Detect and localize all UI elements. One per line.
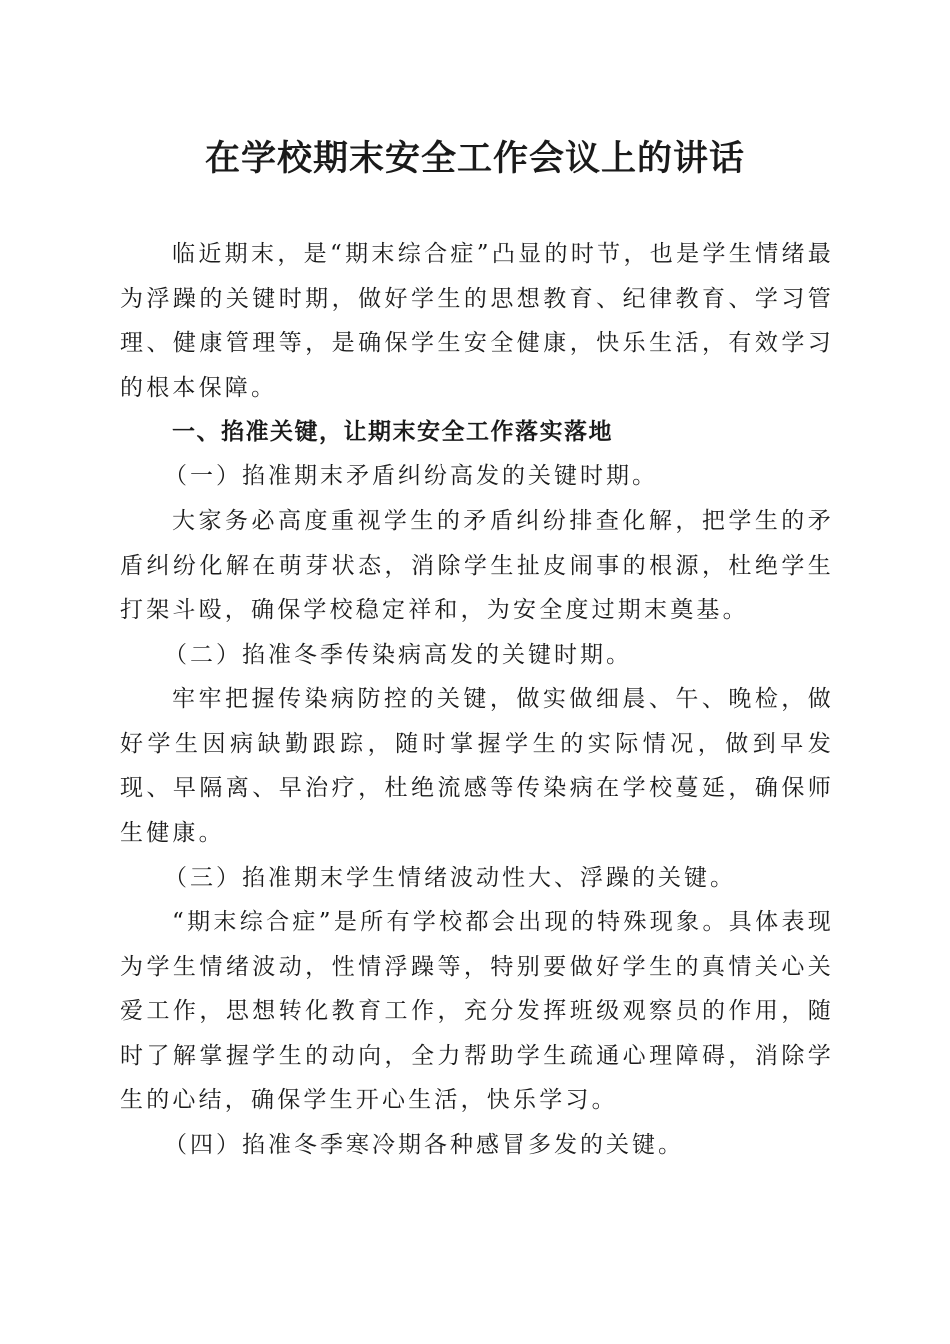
sub3-heading: （三）掐准期末学生情绪波动性大、浮躁的关键。 [164, 865, 736, 891]
section1-heading: 一、掐准关键，让期末安全工作落实落地 [172, 419, 613, 445]
sub2-heading: （二）掐准冬季传染病高发的关键时期。 [164, 642, 632, 668]
sub2-paragraph: 牢牢把握传染病防控的关键，做实做细晨、午、晚检，做好学生因病缺勤跟踪，随时掌握学生的实际情况，做到早发现、早隔离、早治疗，杜绝流感等传染病在学校蔓延，确保师生健康。 [120, 686, 834, 846]
sub1-heading: （一）掐准期末矛盾纠纷高发的关键时期。 [164, 463, 658, 489]
sub3-paragraph: “期末综合症”是所有学校都会出现的特殊现象。具体表现为学生情绪波动，性情浮躁等，特别要做好学生的真情关心关爱工作，思想转化教育工作，充分发挥班级观察员的作用，随时了解掌握学生的动向，全力帮助学生疏通心理障碍，消除学生的心结，确保学生开心生活，快乐学习。 [120, 909, 834, 1113]
sub1-paragraph: 大家务必高度重视学生的矛盾纠纷排查化解，把学生的矛盾纠纷化解在萌芽状态，消除学生扯皮闹事的根源，杜绝学生打架斗殴，确保学校稳定祥和，为安全度过期末奠基。 [120, 508, 834, 623]
intro-paragraph: 临近期末，是“期末综合症”凸显的时节，也是学生情绪最为浮躁的关键时期，做好学生的思想教育、纪律教育、学习管理、健康管理等，是确保学生安全健康，快乐生活，有效学习的根本保障。 [120, 241, 834, 401]
document-title: 在学校期末安全工作会议上的讲话 [204, 138, 745, 179]
sub4-heading: （四）掐准冬季寒冷期各种感冒多发的关键。 [164, 1132, 684, 1158]
